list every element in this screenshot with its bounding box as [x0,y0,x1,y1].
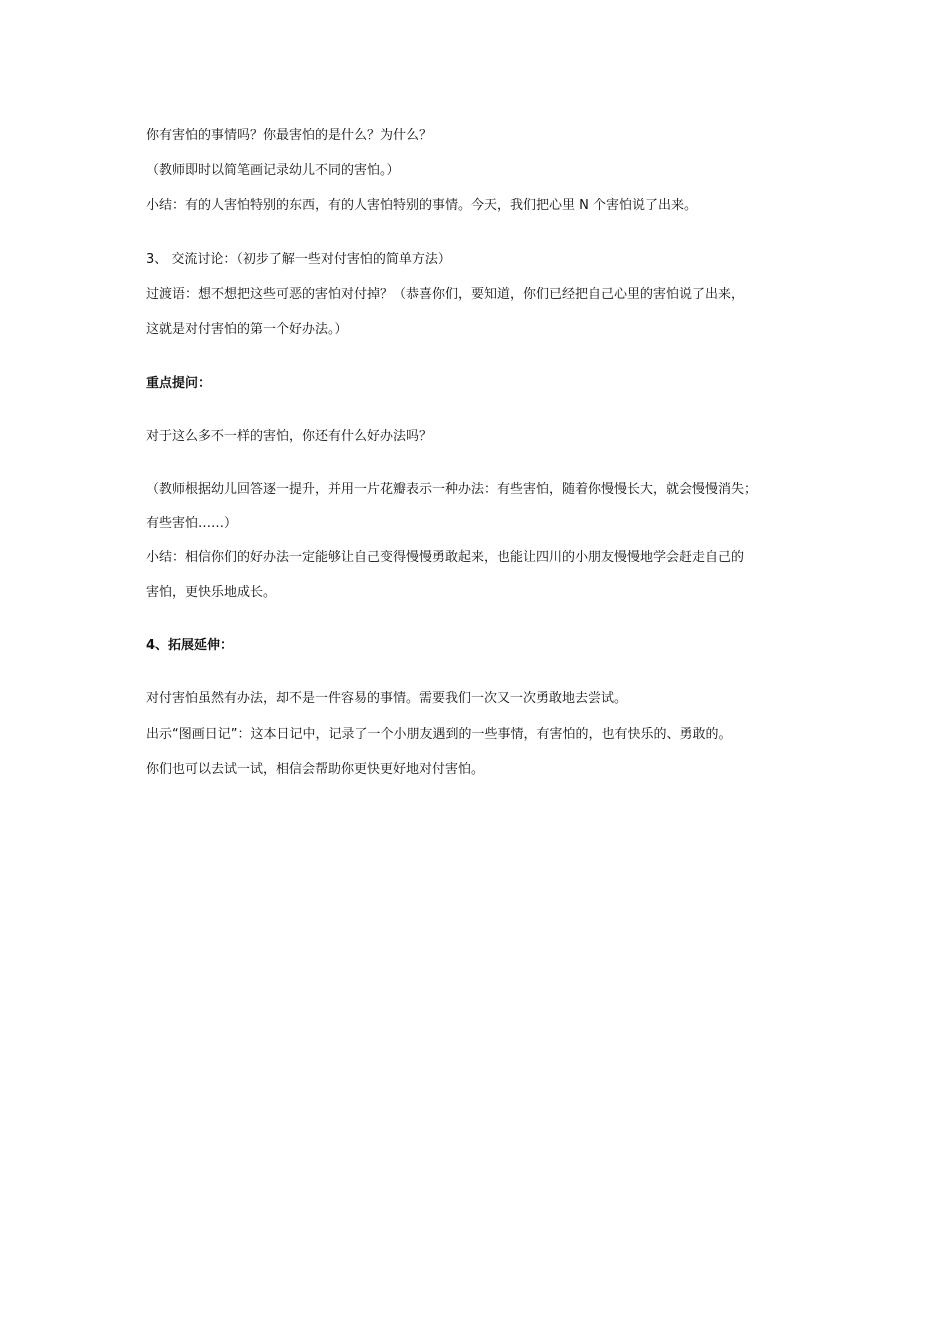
key-question-heading: 重点提问： [146,376,212,391]
summary-line: 小结：有的人害怕特别的东西，有的人害怕特别的事情。今天，我们把心里 N 个害怕说了出来。 [146,198,697,213]
summary-2-line-1: 小结：相信你们的好办法一定能够让自己变得慢慢勇敢起来，也能让四川的小朋友慢慢地学会赶走自己的 [146,550,745,565]
extension-line-2: 出示“图画日记”：这本日记中，记录了一个小朋友遇到的一些事情，有害怕的，也有快乐的、勇敢的。 [146,727,732,742]
transition-line-2: 这就是对付害怕的第一个好办法。） [146,322,348,337]
section-4-heading: 4、拓展延伸： [146,638,234,653]
teacher-response-line-2: 有些害怕……） [146,516,238,531]
teacher-response-line-1: （教师根据幼儿回答逐一提升，并用一片花瓣表示一种办法：有些害怕，随着你慢慢长大，就会慢慢消失； [146,482,758,497]
extension-line-1: 对付害怕虽然有办法，却不是一件容易的事情。需要我们一次又一次勇敢地去尝试。 [146,691,628,706]
teacher-note-line: （教师即时以简笔画记录幼儿不同的害怕。） [146,163,400,178]
section-3-heading: 3、 交流讨论：（初步了解一些对付害怕的简单方法） [146,252,451,267]
extension-line-3: 你们也可以去试一试，相信会帮助你更快更好地对付害怕。 [146,762,485,777]
transition-line-1: 过渡语：想不想把这些可恶的害怕对付掉？（恭喜你们，要知道，你们已经把自己心里的害怕说了出来， [146,287,745,302]
summary-2-line-2: 害怕，更快乐地成长。 [146,585,277,600]
key-question-line: 对于这么多不一样的害怕，你还有什么好办法吗？ [146,429,433,444]
question-line: 你有害怕的事情吗？你最害怕的是什么？为什么？ [146,128,433,143]
